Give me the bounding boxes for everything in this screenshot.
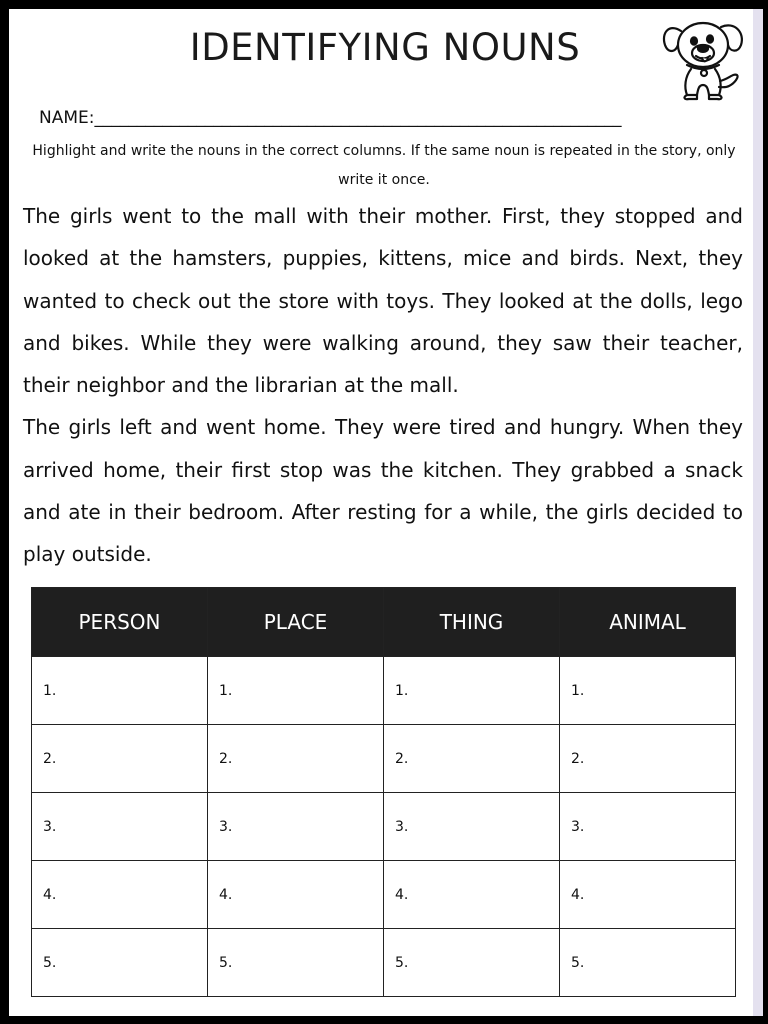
dog-cartoon-icon: [659, 15, 747, 101]
thing-cell[interactable]: 1.: [384, 657, 560, 725]
thing-cell[interactable]: 5.: [384, 929, 560, 997]
person-cell[interactable]: 3.: [32, 793, 208, 861]
name-field: NAME:______________________________________________________________: [39, 108, 622, 128]
animal-cell[interactable]: 5.: [560, 929, 736, 997]
table-header-row: [32, 588, 736, 657]
worksheet-page: [9, 9, 753, 1016]
place-cell[interactable]: 4.: [208, 861, 384, 929]
place-cell[interactable]: 1.: [208, 657, 384, 725]
place-cell[interactable]: 5.: [208, 929, 384, 997]
story-passage: [23, 195, 743, 576]
column-header-animal: ANIMAL: [560, 588, 736, 657]
worksheet-title: IDENTIFYING NOUNS: [189, 26, 581, 69]
column-header-place: PLACE: [208, 588, 384, 657]
person-cell[interactable]: 1.: [32, 657, 208, 725]
story-paragraph: The girls went to the mall with their mother. First, they stopped and looked at the hamsters, puppies, kittens, mice and birds. Next, they wanted to check out the store with toys. They looked at the dolls, lego and bikes. While they were walking around, they saw their teacher, their neighbor and the librarian at the mall.: [23, 204, 743, 398]
place-cell[interactable]: 3.: [208, 793, 384, 861]
instructions-text: Highlight and write the nouns in the correct columns. If the same noun is repeated in the story, only write it once.: [32, 143, 736, 188]
animal-cell[interactable]: 1.: [560, 657, 736, 725]
person-cell[interactable]: 4.: [32, 861, 208, 929]
nouns-table: [31, 587, 736, 997]
column-header-thing: THING: [384, 588, 560, 657]
page-side-strip: [753, 9, 763, 1016]
story-paragraph: The girls left and went home. They were tired and hungry. When they arrived home, their first stop was the kitchen. They grabbed a snack and ate in their bedroom. After resting for a while, the girls decided to play outside.: [23, 415, 743, 567]
column-header-person: PERSON: [32, 588, 208, 657]
animal-cell[interactable]: 4.: [560, 861, 736, 929]
table-row: [32, 725, 736, 793]
thing-cell[interactable]: 4.: [384, 861, 560, 929]
table-row: [32, 657, 736, 725]
thing-cell[interactable]: 3.: [384, 793, 560, 861]
table-row: [32, 793, 736, 861]
thing-cell[interactable]: 2.: [384, 725, 560, 793]
person-cell[interactable]: 2.: [32, 725, 208, 793]
animal-cell[interactable]: 3.: [560, 793, 736, 861]
table-row: [32, 929, 736, 997]
place-cell[interactable]: 2.: [208, 725, 384, 793]
animal-cell[interactable]: 2.: [560, 725, 736, 793]
table-row: [32, 861, 736, 929]
person-cell[interactable]: 5.: [32, 929, 208, 997]
